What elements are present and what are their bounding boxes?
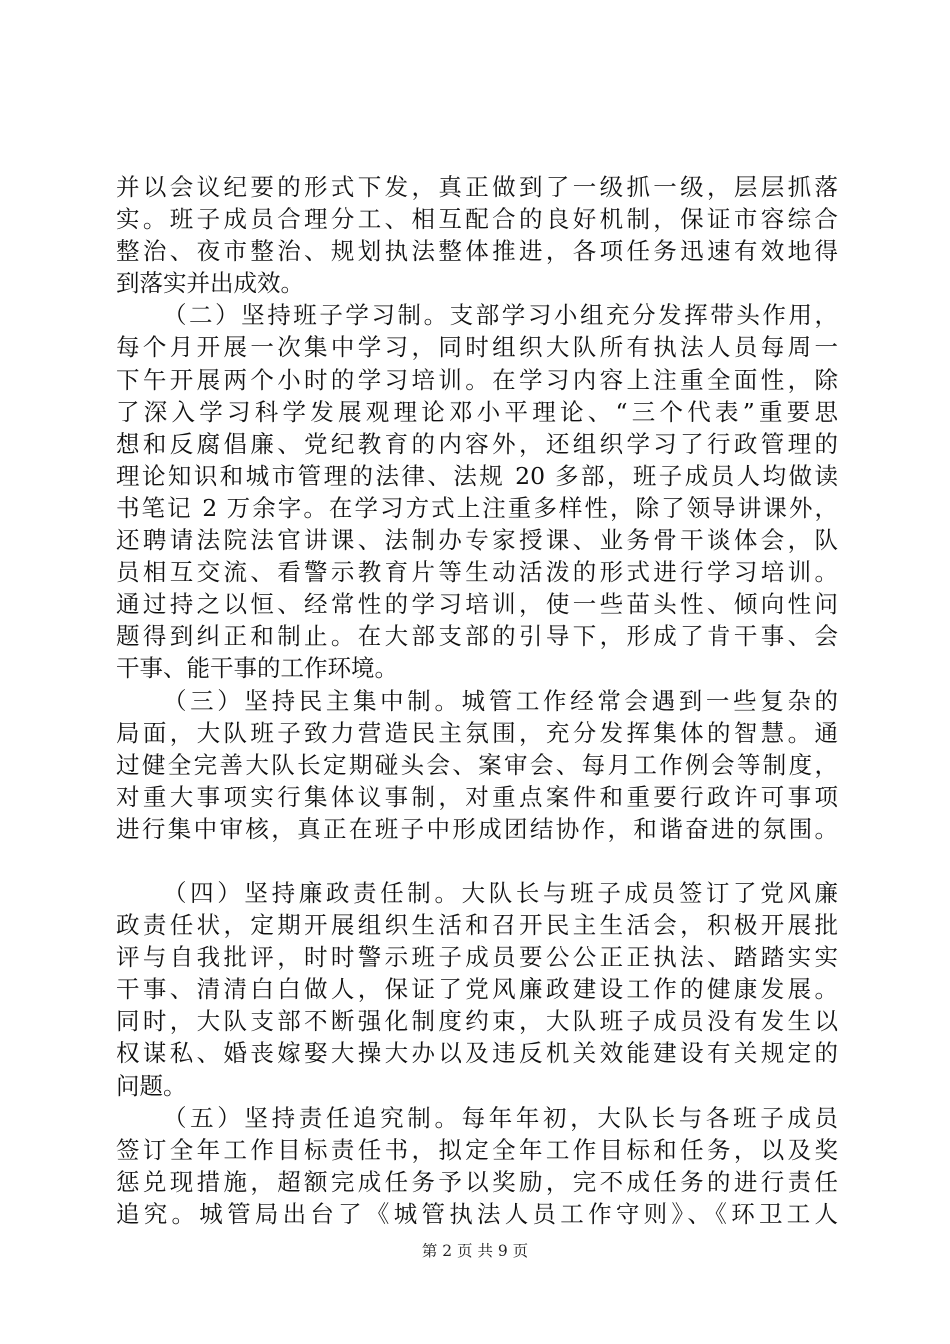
text-line: 通过持之以恒、经常性的学习培训，使一些苗头性、倾向性问 (116, 590, 838, 619)
paragraph-1 (116, 171, 838, 299)
text-line: 惩兑现措施，超额完成任务予以奖励，完不成任务的进行责任 (116, 1167, 838, 1196)
text-line: 局面，大队班子致力营造民主氛围，充分发挥集体的智慧。通 (116, 718, 838, 747)
text-line: 政责任状，定期开展组织生活和召开民主生活会，积极开展批 (116, 911, 838, 940)
text-line: 评与自我批评，时时警示班子成员要公公正正执法、踏踏实实 (116, 943, 838, 972)
paragraph-4 (116, 877, 838, 1102)
paragraph-2 (116, 299, 838, 684)
text-line: 并以会议纪要的形式下发，真正做到了一级抓一级，层层抓落 (116, 173, 838, 201)
text-line: 了深入学习科学发展观理论邓小平理论、“三个代表”重要思 (116, 397, 838, 426)
text-line: （四）坚持廉政责任制。大队长与班子成员签订了党风廉 (163, 878, 838, 907)
text-line: 干事、清清白白做人，保证了党风廉政建设工作的健康发展。 (116, 975, 838, 1004)
text-line: 还聘请法院法官讲课、法制办专家授课、业务骨干谈体会，队 (116, 526, 838, 555)
text-line: 问题。 (116, 1071, 187, 1100)
text-line: 实。班子成员合理分工、相互配合的良好机制，保证市容综合 (116, 205, 838, 234)
text-line: 书笔记 2 万余字。在学习方式上注重多样性，除了领导讲课外， (116, 493, 838, 522)
text-line: 签订全年工作目标责任书，拟定全年工作目标和任务，以及奖 (116, 1135, 838, 1164)
text-line: （三）坚持民主集中制。城管工作经常会遇到一些复杂的 (163, 686, 838, 715)
text-line: （二）坚持班子学习制。支部学习小组充分发挥带头作用， (163, 301, 838, 330)
paragraph-5 (116, 1102, 838, 1230)
text-line: 整治、夜市整治、规划执法整体推进，各项任务迅速有效地得 (116, 237, 838, 266)
text-line: 干事、能干事的工作环境。 (116, 654, 398, 683)
page-number-footer: 第 2 页 共 9 页 (421, 1242, 529, 1260)
text-line: 题得到纠正和制止。在大部支部的引导下，形成了肯干事、会 (116, 622, 838, 651)
text-line: 过健全完善大队长定期碰头会、案审会、每月工作例会等制度， (116, 750, 838, 779)
paragraph-3 (116, 685, 838, 845)
text-line: 进行集中审核，真正在班子中形成团结协作，和谐奋进的氛围。 (116, 814, 838, 843)
text-line: （五）坚持责任追究制。每年年初，大队长与各班子成员 (163, 1103, 838, 1132)
text-line: 追究。城管局出台了《城管执法人员工作守则》、《环卫工人 (116, 1199, 838, 1228)
text-line: 权谋私、婚丧嫁娶大操大办以及违反机关效能建设有关规定的 (116, 1039, 838, 1068)
text-line: 同时，大队支部不断强化制度约束，大队班子成员没有发生以 (116, 1007, 838, 1036)
text-line: 理论知识和城市管理的法律、法规 20 多部，班子成员人均做读 (116, 461, 838, 490)
text-line: 到落实并出成效。 (116, 269, 304, 298)
text-line: 下午开展两个小时的学习培训。在学习内容上注重全面性，除 (116, 365, 838, 394)
paragraph-gap (116, 845, 838, 877)
text-line: 每个月开展一次集中学习，同时组织大队所有执法人员每周一 (116, 333, 838, 362)
document-body (116, 171, 838, 1230)
text-line: 想和反腐倡廉、党纪教育的内容外，还组织学习了行政管理的 (116, 429, 838, 458)
text-line: 员相互交流、看警示教育片等生动活泼的形式进行学习培训。 (116, 558, 838, 587)
text-line: 对重大事项实行集体议事制，对重点案件和重要行政许可事项 (116, 782, 838, 811)
